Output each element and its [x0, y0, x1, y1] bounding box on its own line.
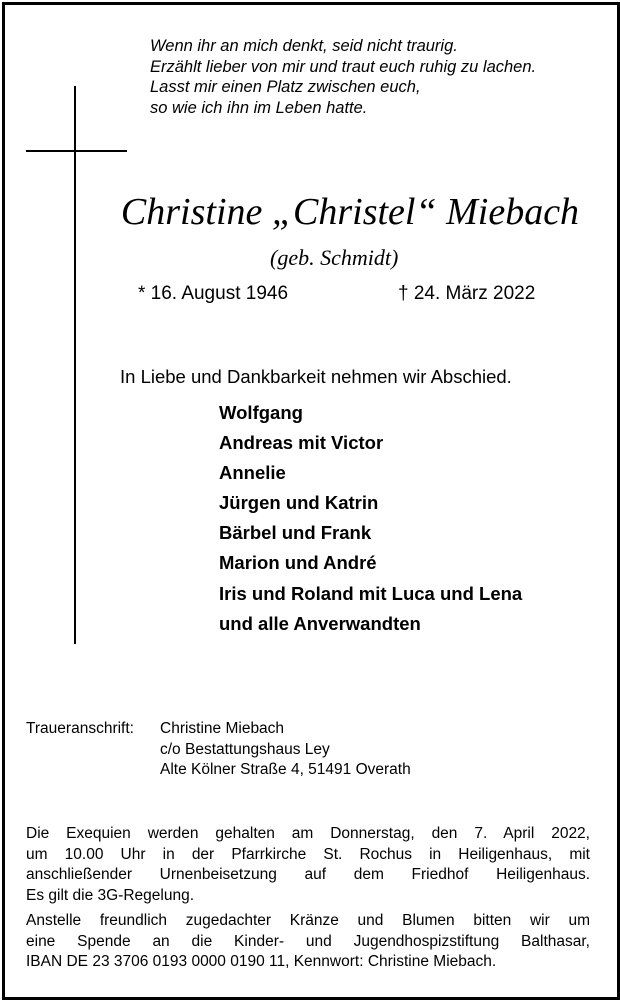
- paragraph-line: Anstelle freundlich zugedachter Kränze und Blumen bitten wir um: [26, 912, 590, 929]
- mourner-name: Andreas mit Victor: [219, 432, 384, 454]
- paragraph-line: um 10.00 Uhr in der Pfarrkirche St. Rochus in Heiligenhaus, mit: [26, 845, 590, 863]
- paragraph-line: IBAN DE 23 3706 0193 0000 0190 11, Kennwort: Christine Miebach.: [26, 953, 497, 970]
- poem-line: Wenn ihr an mich denkt, seid nicht traurig.: [150, 37, 458, 55]
- address-line: Alte Kölner Straße 4, 51491 Overath: [160, 761, 411, 778]
- mourner-name: Annelie: [219, 462, 286, 484]
- mourner-name: Bärbel und Frank: [219, 522, 372, 544]
- mourners-list: [219, 398, 522, 639]
- birth-date: * 16. August 1946: [138, 283, 289, 304]
- cross-horizontal-bar: [26, 150, 127, 152]
- deceased-name: Christine „Christel“ Miebach: [120, 191, 580, 233]
- mourner-name: Iris und Roland mit Luca und Lena: [219, 582, 523, 604]
- address-line: c/o Bestattungshaus Ley: [160, 740, 330, 758]
- mourner-name: Marion und André: [219, 552, 377, 574]
- mourner-name: Wolfgang: [219, 402, 303, 423]
- mourner-name: und alle Anverwandten: [219, 612, 421, 634]
- paragraph-line: Es gilt die 3G-Regelung.: [26, 886, 195, 904]
- service-paragraph: [26, 824, 590, 906]
- donation-paragraph: [26, 911, 590, 973]
- maiden-name: (geb. Schmidt): [270, 245, 399, 270]
- paragraph-line: Die Exequien werden gehalten am Donnerstag, den 7. April 2022,: [26, 825, 590, 842]
- farewell-line: In Liebe und Dankbarkeit nehmen wir Abschied.: [120, 366, 512, 387]
- address-line: Christine Miebach: [160, 720, 285, 737]
- address-label: Traueranschrift:: [26, 720, 134, 737]
- death-date: † 24. März 2022: [398, 283, 536, 304]
- poem-line: Lasst mir einen Platz zwischen euch,: [150, 78, 421, 96]
- memorial-poem: [150, 36, 536, 118]
- paragraph-line: eine Spende an die Kinder- und Jugendhospizstiftung Balthasar,: [26, 932, 590, 950]
- cross-vertical-bar: [74, 86, 76, 644]
- poem-line: Erzählt lieber von mir und traut euch ruhig zu lachen.: [150, 57, 537, 76]
- mourning-address: [160, 719, 411, 781]
- poem-line: so wie ich ihn im Leben hatte.: [150, 98, 368, 117]
- mourner-name: Jürgen und Katrin: [219, 492, 379, 514]
- paragraph-line: anschließender Urnenbeisetzung auf dem Friedhof Heiligenhaus.: [26, 866, 590, 883]
